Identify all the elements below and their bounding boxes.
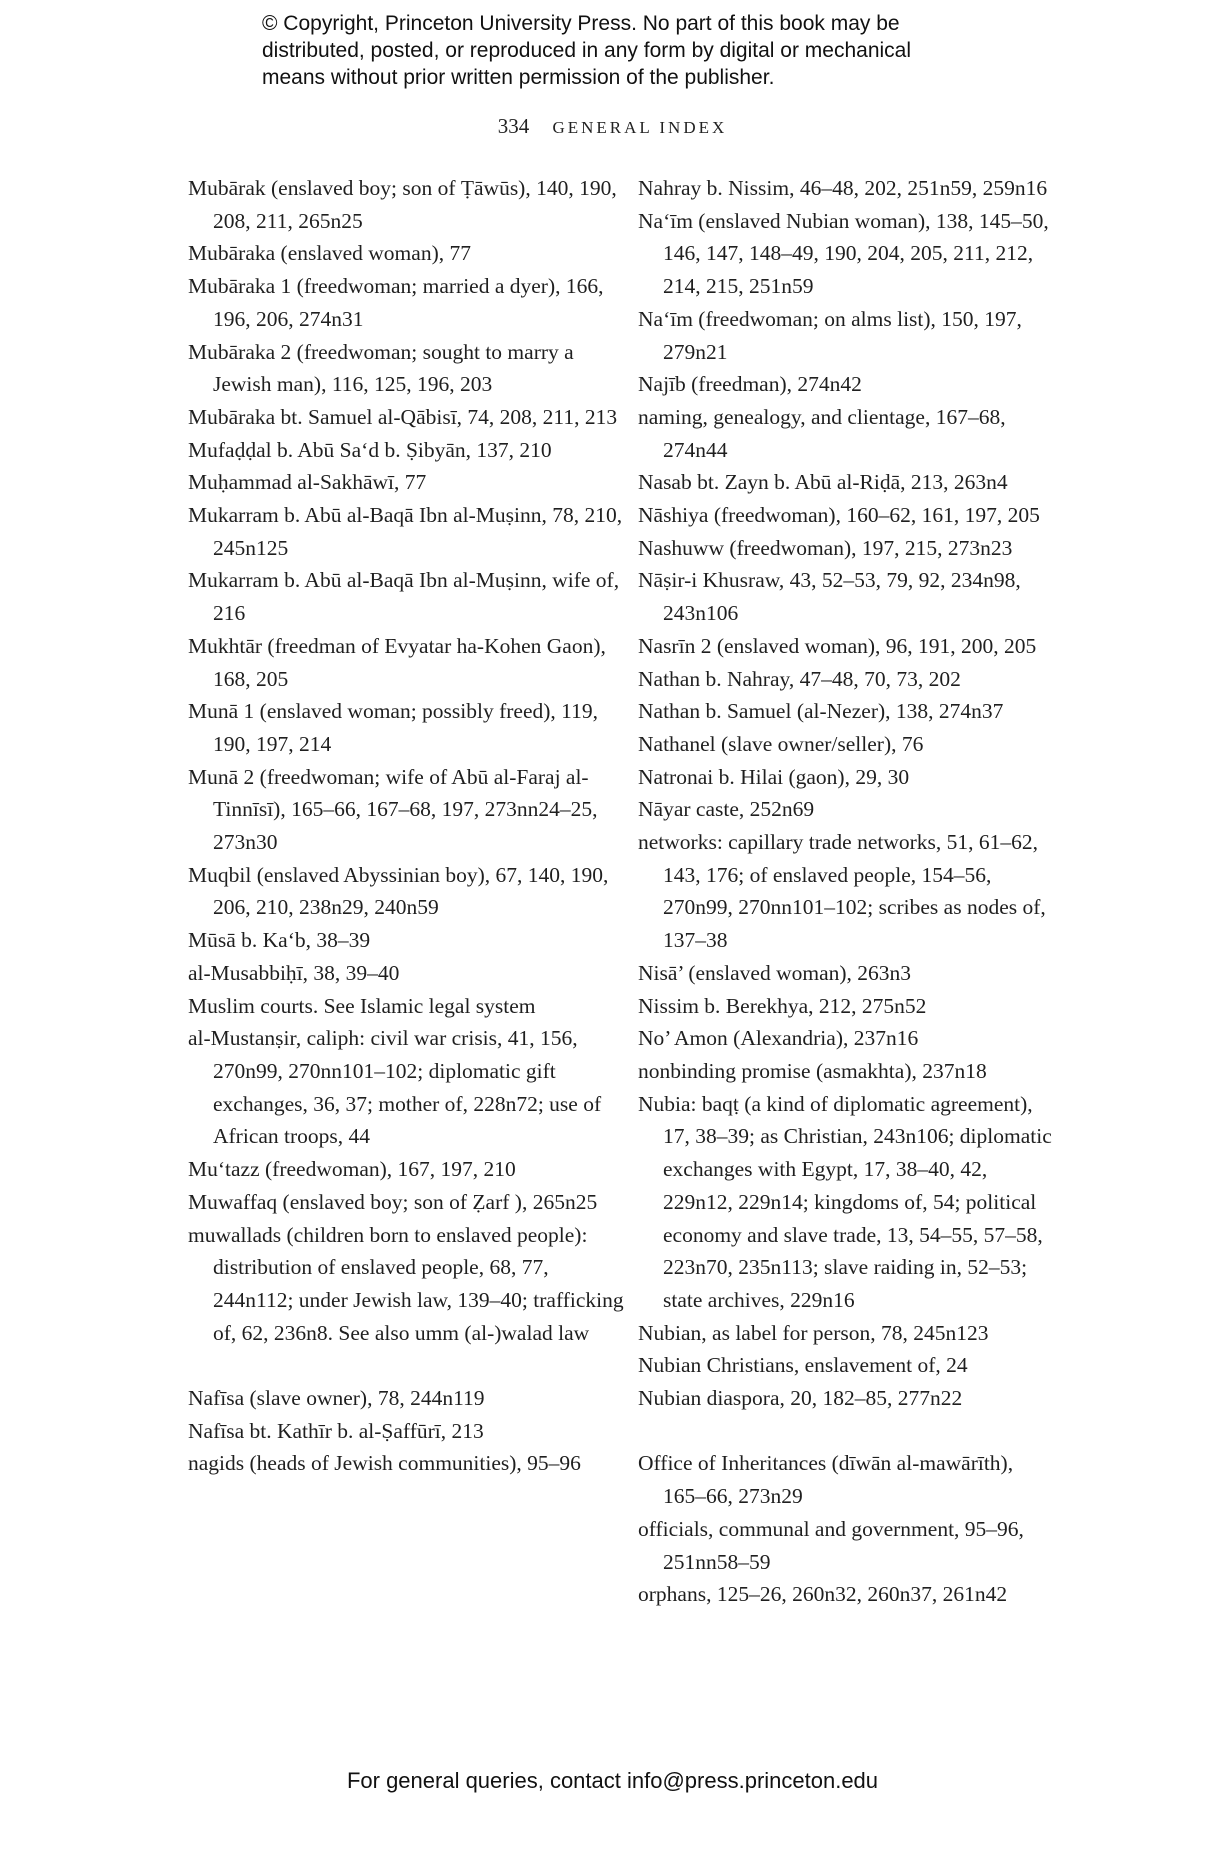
index-entry: Mubāraka bt. Samuel al-Qābisī, 74, 208, 211, 213 bbox=[188, 404, 618, 429]
copyright-notice bbox=[262, 10, 1022, 91]
index-entry: Nathan b. Samuel (al-Nezer), 138, 274n37 bbox=[638, 699, 1004, 724]
index-entry: Nafīsa bt. Kathīr b. al-Ṣaffūrī, 213 bbox=[188, 1418, 484, 1443]
index-entry: Najīb (freedman), 274n42 bbox=[638, 372, 862, 397]
index-entry: Mufaḍḍal b. Abū Sa‘d b. Ṣibyān, 137, 210 bbox=[188, 437, 552, 462]
footer-contact: For general queries, contact info@press.princeton.edu bbox=[346, 1768, 879, 1793]
copyright-line: © Copyright, Princeton University Press. No part of this book may be bbox=[262, 12, 900, 35]
index-entry: Nisā’ (enslaved woman), 263n3 bbox=[638, 960, 912, 985]
copyright-line: means without prior written permission of the publisher. bbox=[262, 66, 775, 89]
index-entry: Mukarram b. Abū al-Baqā Ibn al-Muṣinn, wife of, 216 bbox=[188, 568, 620, 626]
index-entry: networks: capillary trade networks, 51, 61–62, 143, 176; of enslaved people, 154–56, 270n99, 270nn101–102; scribes as nodes of, 137–38 bbox=[638, 830, 1046, 953]
index-entry: Mubāraka 1 (freedwoman; married a dyer), 166, 196, 206, 274n31 bbox=[188, 274, 604, 331]
index-entry: orphans, 125–26, 260n32, 260n37, 261n42 bbox=[638, 1582, 1008, 1607]
index-entry: Mūsā b. Ka‘b, 38–39 bbox=[188, 928, 371, 953]
index-entry: Nasab bt. Zayn b. Abū al-Riḍā, 213, 263n4 bbox=[638, 470, 1008, 495]
index-entry: Nāshiya (freedwoman), 160–62, 161, 197, 205 bbox=[638, 503, 1040, 528]
index-entry: Nubian diaspora, 20, 182–85, 277n22 bbox=[638, 1386, 963, 1411]
index-entry: Muḥammad al-Sakhāwī, 77 bbox=[188, 470, 427, 495]
index-entry: Mubāraka 2 (freedwoman; sought to marry a Jewish man), 116, 125, 196, 203 bbox=[188, 339, 574, 397]
index-entry: Munā 2 (freedwoman; wife of Abū al-Faraj al-Tinnīsī), 165–66, 167–68, 197, 273nn24–25, 273n30 bbox=[188, 764, 598, 855]
index-entry: Nāṣir-i Khusraw, 43, 52–53, 79, 92, 234n98, 243n106 bbox=[638, 568, 1021, 626]
index-entry: nonbinding promise (asmakhta), 237n18 bbox=[638, 1058, 987, 1083]
index-entry: Nubia: baqṭ (a kind of diplomatic agreement), 17, 38–39; as Christian, 243n106; diplomatic exchanges with Egypt, 17, 38–40, 42, 229n12, 229n14; kingdoms of, 54; political economy and slave trade, 13, 54–55, 57–58, 223n70, 235n113; slave raiding in, 52–53; state archives, 229n16 bbox=[638, 1091, 1052, 1312]
index-column-right bbox=[638, 172, 1058, 1611]
index-entry: al-Musabbiḥī, 38, 39–40 bbox=[188, 960, 400, 985]
index-entry: Munā 1 (enslaved woman; possibly freed), 119, 190, 197, 214 bbox=[188, 699, 599, 756]
copyright-line: distributed, posted, or reproduced in any form by digital or mechanical bbox=[262, 39, 912, 62]
index-entry: Mubāraka (enslaved woman), 77 bbox=[188, 241, 471, 266]
index-entry: No’ Amon (Alexandria), 237n16 bbox=[638, 1026, 919, 1051]
index-entry: Mukhtār (freedman of Evyatar ha-Kohen Gaon), 168, 205 bbox=[188, 633, 606, 691]
index-entry: Na‘īm (enslaved Nubian woman), 138, 145–50, 146, 147, 148–49, 190, 204, 205, 211, 212, 214, 215, 251n59 bbox=[638, 208, 1049, 299]
index-entry: Na‘īm (freedwoman; on alms list), 150, 197, 279n21 bbox=[638, 306, 1022, 364]
index-entry: Nissim b. Berekhya, 212, 275n52 bbox=[638, 993, 927, 1018]
entry-gap bbox=[188, 1349, 628, 1382]
index-entry: Natronai b. Hilai (gaon), 29, 30 bbox=[638, 764, 910, 789]
index-entry: Nubian Christians, enslavement of, 24 bbox=[638, 1353, 968, 1378]
index-entry: Mubārak (enslaved boy; son of Ṭāwūs), 140, 190, 208, 211, 265n25 bbox=[188, 176, 617, 233]
index-entry: Nathan b. Nahray, 47–48, 70, 73, 202 bbox=[638, 666, 961, 691]
index-entry: Muqbil (enslaved Abyssinian boy), 67, 140, 190, 206, 210, 238n29, 240n59 bbox=[188, 862, 609, 920]
index-entry: Nathanel (slave owner/seller), 76 bbox=[638, 731, 924, 756]
index-entry: Mukarram b. Abū al-Baqā Ibn al-Muṣinn, 78, 210, 245n125 bbox=[188, 503, 623, 560]
index-entry: officials, communal and government, 95–96, 251nn58–59 bbox=[638, 1516, 1024, 1574]
index-entry: Nahray b. Nissim, 46–48, 202, 251n59, 259n16 bbox=[638, 176, 1048, 200]
index-entry: Mu‘tazz (freedwoman), 167, 197, 210 bbox=[188, 1157, 516, 1182]
page-title: GENERAL INDEX bbox=[552, 118, 728, 137]
index-entry: Nafīsa (slave owner), 78, 244n119 bbox=[188, 1386, 485, 1410]
index-entry: Nashuww (freedwoman), 197, 215, 273n23 bbox=[638, 535, 1013, 560]
index-column-left bbox=[188, 172, 628, 1480]
running-head bbox=[0, 114, 1225, 139]
index-entry: al-Mustanṣir, caliph: civil war crisis, 41, 156, 270n99, 270nn101–102; diplomatic gift exchanges, 36, 37; mother of, 228n72; use of African troops, 44 bbox=[188, 1026, 602, 1149]
index-entry: Nubian, as label for person, 78, 245n123 bbox=[638, 1320, 989, 1345]
index-entry: Muslim courts. See Islamic legal system bbox=[188, 993, 536, 1018]
index-entry: Muwaffaq (enslaved boy; son of Ẓarf ), 265n25 bbox=[188, 1189, 598, 1214]
index-entry: nagids (heads of Jewish communities), 95–96 bbox=[188, 1451, 581, 1476]
entry-gap bbox=[638, 1415, 1058, 1448]
page-number: 334 bbox=[497, 114, 530, 138]
index-entry: Office of Inheritances (dīwān al-mawārīth), 165–66, 273n29 bbox=[638, 1451, 1014, 1509]
index-entry: naming, genealogy, and clientage, 167–68, 274n44 bbox=[638, 404, 1006, 462]
index-entry: muwallads (children born to enslaved people): distribution of enslaved people, 68, 77, 244n112; under Jewish law, 139–40; trafficking of, 62, 236n8. See also umm (al-)walad law bbox=[188, 1222, 624, 1345]
index-entry: Nasrīn 2 (enslaved woman), 96, 191, 200, 205 bbox=[638, 633, 1037, 658]
index-entry: Nāyar caste, 252n69 bbox=[638, 797, 815, 822]
